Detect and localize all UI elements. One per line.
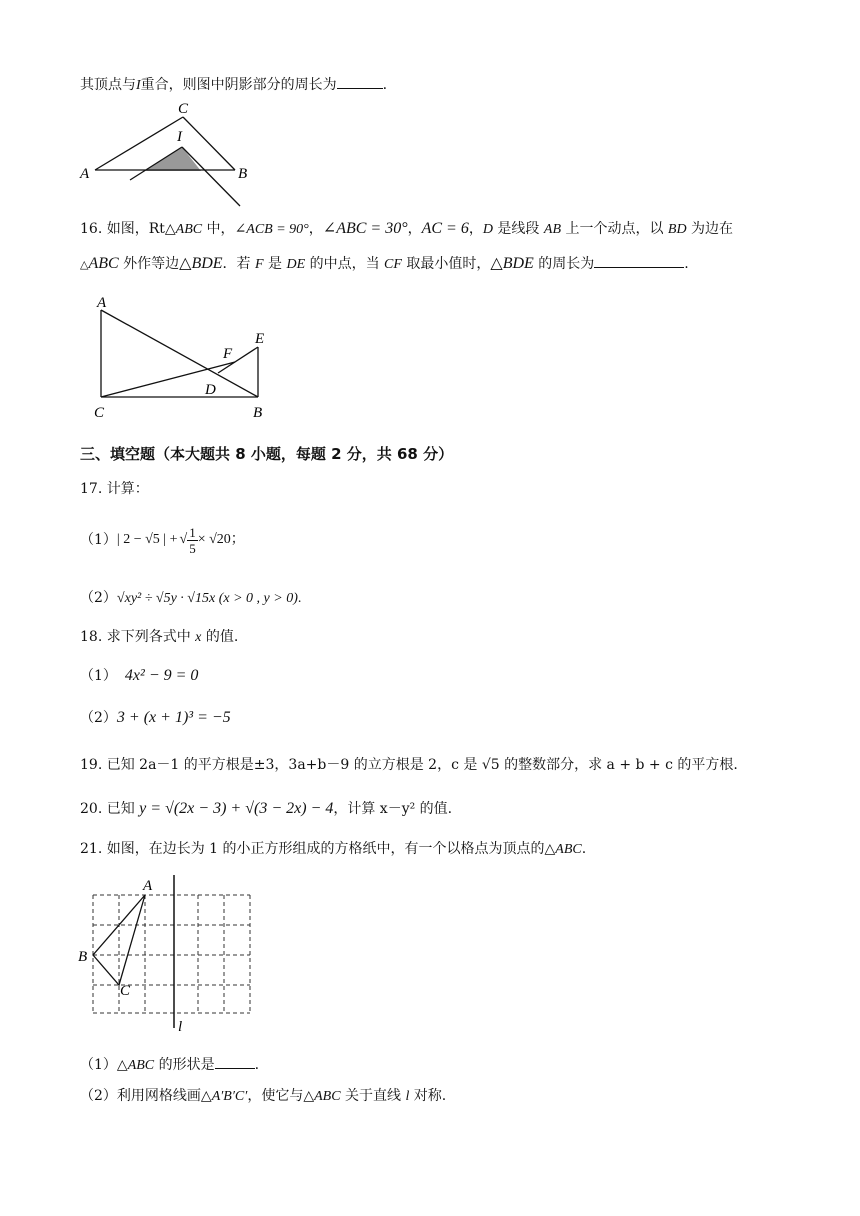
q18-part-2 (80, 708, 231, 728)
label-b: B (238, 166, 248, 182)
q17-part-2 (80, 588, 301, 609)
q18-p2-expr: 3 + (x + 1)³ = −5 (116, 709, 231, 726)
label-c: C (178, 101, 189, 117)
q16-t3: 中， (202, 221, 235, 237)
q16-t11: BD (667, 222, 687, 237)
q21-p1-a: △ABC (116, 1058, 155, 1073)
angle-side-right (182, 147, 240, 206)
q21-title-a: 21. 如图，在边长为 1 的小正方形组成的方格纸中，有一个以格点为顶点的 (80, 841, 545, 857)
q17-p1-num: 1 (189, 524, 196, 540)
q17-p2-expr: √xy² ÷ √5y · √15x (x > 0 , y > 0) (116, 591, 298, 606)
q16-t10: 上一个动点，以 (561, 221, 668, 237)
q15-var-i: I (136, 78, 141, 93)
q16-ac: AC = 6 (421, 220, 469, 237)
q21-p1-answer-blank (215, 1054, 255, 1069)
q21-p2-e: 关于直线 (340, 1088, 406, 1104)
q21-part-1 (80, 1054, 259, 1076)
label-i: I (177, 129, 182, 145)
q17-part-1: （1） | 2 − √5 | + √ $\frac{1}{5}$ × √20 ； (80, 524, 245, 556)
q17-p2-label: （2） (80, 590, 117, 606)
q16-t5: ， (407, 221, 422, 237)
q20-a: 20. 已知 (80, 801, 140, 817)
q21-p1-label: （1） (80, 1057, 117, 1073)
q17-p1-expr-a: | 2 − √5 | + (116, 532, 178, 547)
label-b: B (78, 949, 88, 965)
q16-u6: F (255, 257, 264, 272)
figure-16 (85, 290, 285, 425)
q16-u7: 是 (263, 256, 287, 272)
q17-p1-label: （1） (80, 532, 117, 548)
q15-text-pre: 其顶点与 (80, 77, 136, 93)
q21-p2-a: 利用网格线画 (116, 1088, 201, 1104)
q21-p2-b: △A′B′C′ (200, 1089, 248, 1104)
q16-u1: △ (80, 258, 89, 271)
q16-u11: 取最小值时， (401, 256, 491, 272)
q19-text: 19. 已知 2a－1 的平方根是±3，3a+b－9 的立方根是 2，c 是 √5 的整数部分，求 a + b + c 的平方根. (80, 757, 738, 773)
q16-t4: ， (308, 221, 323, 237)
q21-p1-b: 的形状是 (154, 1057, 215, 1073)
figure-21-grid (75, 870, 275, 1035)
q17-title: 17. 计算： (80, 481, 149, 497)
q21-p2-g: 对称. (409, 1088, 447, 1104)
q20-b: ，计算 x－y² 的值. (333, 801, 453, 817)
q17-p1-expr-b: × √20 (197, 532, 231, 547)
q16-t7: D (482, 222, 493, 237)
q21-part-2 (80, 1086, 446, 1107)
q16-u8: DE (286, 257, 306, 272)
q15-text (80, 74, 387, 96)
q18-p1-expr: 4x² − 9 = 0 (124, 667, 199, 684)
q16-t9: AB (543, 222, 561, 237)
q16-t1: 16. 如图，Rt△ (80, 221, 176, 237)
q21-p2-c: ，使它与 (247, 1088, 304, 1104)
q15-end: . (382, 77, 388, 93)
q16-angle-abc: ∠ABC = 30° (322, 220, 408, 237)
q15-text-post: 重合，则图中阴影部分的周长为 (140, 77, 337, 93)
q17-p1-end: ； (230, 532, 245, 547)
q21-p2-f: l (405, 1089, 410, 1104)
q17-p1-fraction (187, 525, 198, 556)
q20-text (80, 799, 452, 819)
q18-part-1 (80, 666, 198, 686)
q16-t2: ABC (175, 222, 203, 237)
q16-t12: 为边在 (686, 221, 734, 237)
q16-u4: △BDE (179, 255, 223, 272)
label-d: D (205, 382, 216, 398)
q16-line-2 (80, 253, 689, 275)
grid-lines (93, 895, 250, 1013)
q20-expr: y = √(2x − 3) + √(3 − 2x) − 4 (139, 800, 334, 817)
q16-u12: △BDE (490, 255, 534, 272)
q21-p2-label: （2） (80, 1088, 117, 1104)
label-f: F (223, 346, 233, 362)
label-c: C (94, 405, 105, 421)
q16-answer-blank (594, 253, 684, 268)
shaded-region (145, 147, 201, 171)
label-l: l (178, 1019, 183, 1035)
q18-title-x: x (195, 630, 202, 645)
label-e: E (255, 331, 265, 347)
q16-u13: 的周长为 (533, 256, 595, 272)
q16-line-1 (80, 219, 733, 240)
q18-title-a: 18. 求下列各式中 (80, 629, 196, 645)
q16-u5: ．若 (222, 256, 255, 272)
q18-p1-label: （1） (80, 668, 117, 684)
q17-p2-end: . (297, 591, 302, 606)
q16-u10: CF (384, 257, 402, 272)
q21-p2-d: △ABC (303, 1089, 341, 1104)
q16-t6: ， (468, 221, 483, 237)
q16-angle-acb: ∠ACB = 90° (234, 222, 309, 237)
q17-p1-den: 5 (189, 540, 196, 556)
label-a: A (143, 878, 153, 894)
q18-p2-label: （2） (80, 710, 117, 726)
q16-u3: 外作等边 (118, 256, 180, 272)
label-c: C (120, 983, 131, 999)
label-a: A (80, 166, 90, 182)
q16-u14: . (684, 256, 689, 272)
q21-title-b: △ABC (544, 842, 582, 857)
q21-title (80, 839, 586, 860)
segment-ab (101, 310, 258, 397)
q15-answer-blank (337, 74, 383, 89)
label-b: B (253, 405, 263, 421)
figure-15 (70, 96, 270, 211)
q18-title (80, 627, 238, 648)
label-a: A (97, 295, 107, 311)
q16-t8: 是线段 (492, 221, 544, 237)
q21-p1-c: . (254, 1057, 260, 1073)
q16-u9: 的中点，当 (305, 256, 385, 272)
section-3-heading: 三、填空题（本大题共 8 小题，每题 2 分，共 68 分） (80, 445, 454, 463)
q18-title-c: 的值. (201, 629, 239, 645)
q21-title-c: . (581, 841, 587, 857)
q16-u2: ABC (88, 255, 119, 272)
